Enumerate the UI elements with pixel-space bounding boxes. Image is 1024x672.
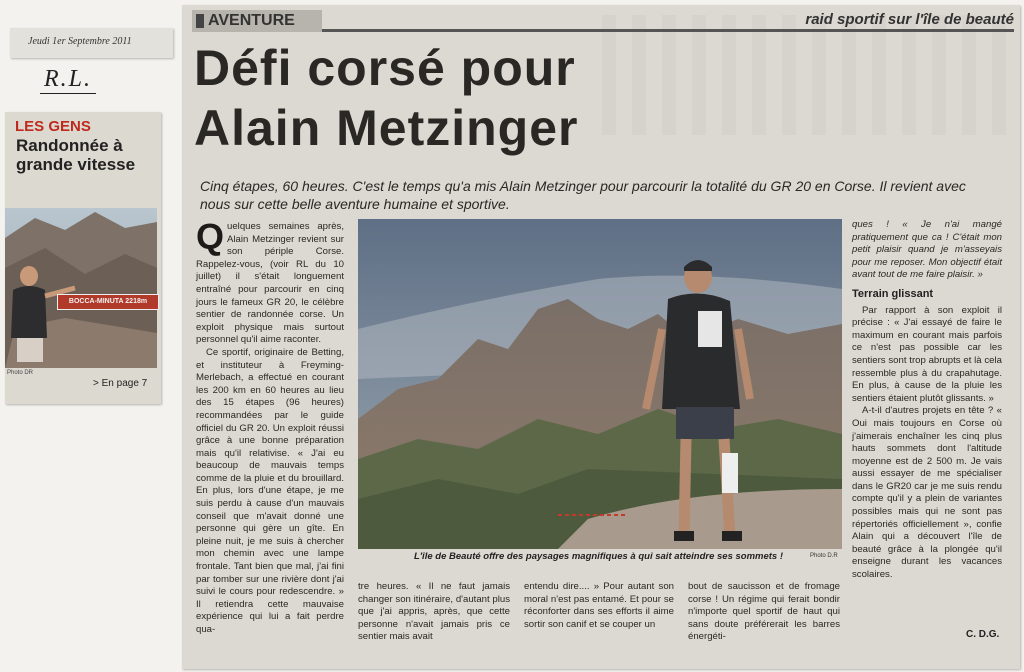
headline-line2: Alain Metzinger — [194, 100, 579, 156]
teaser-clipping — [5, 112, 161, 404]
col1-intro: uelques semaines après, Alain Metzinger revient sur son périple Corse. Rappelez-vous, (voir RL du 10 juillet) il s'était longuement entraîné pour parcourir en cinq jours le fameux GR 20, le célèbre sentier de randonnée corse. Un exploit physique mais surtout personnel qu'il aime raconter. — [196, 221, 344, 346]
teaser-section: LES GENS — [15, 118, 91, 135]
teaser-page-ref: > En page 7 — [93, 378, 148, 389]
byline: C. D.G. — [966, 629, 1000, 640]
show-through — [602, 15, 1022, 135]
trail-sign — [57, 294, 159, 310]
date-clipping — [10, 28, 173, 58]
teaser-photo — [5, 208, 157, 368]
photo-caption: L'île de Beauté offre des paysages magnifiques à qui sait atteindre ses sommets ! — [414, 551, 784, 562]
kicker: raid sportif sur l'île de beauté — [805, 11, 1014, 28]
column-2: tre heures. « Il ne faut jamais changer son itinéraire, d'autant plus que j'ai appris, après, que cette personne n'avait jamais pris ce sentier mais avait — [358, 581, 510, 643]
article-photo — [358, 219, 842, 549]
article-clipping — [182, 5, 1020, 669]
column-3: entendu dire.... » Pour autant son moral n'est pas entamé. Et pour se réconforter dans ses efforts il aime sortir son canif et se couper un — [524, 581, 674, 630]
trail-sign-text: BOCCA-MINUTA 2218m — [68, 298, 148, 305]
col5-paragraph-1: ques ! « Je n'ai mangé pratiquement que ca ! C'était mon petit plaisir quand je m'asseyais pour me reposer. Mon objectif était avant tout de me faire plaisir. » — [852, 219, 1002, 281]
lede: Cinq étapes, 60 heures. C'est le temps qu'a mis Alain Metzinger pour parcourir la totalité du GR 20 en Corse. Il revient avec nous sur cette belle aventure humaine et sportive. — [200, 178, 966, 212]
teaser-photo-credit: Photo DR — [7, 370, 34, 376]
teaser-title: Randonnée à grande vitesse — [16, 136, 136, 174]
date-text: Jeudi 1er Septembre 2011 — [28, 36, 132, 47]
column-1 — [196, 216, 344, 635]
col5-paragraph-3: A-t-il d'autres projets en tête ? « Oui mais toujours en Corse où j'aimerais enchaîner les cinq plus hauts sommets dont l'altitude moyenne est de 2 500 m. Je vais aussi essayer de me spécialiser dans le GR20 car je me suis rendu compte qu'il y a plein de variantes possibles mais qui ne sont pas répertoriés officiellement », confie Alain qui a découvert l'île de beauté grâce à la plongée qu'il enseigne durant les vacances scolaires. — [852, 405, 1002, 581]
column-5 — [852, 219, 1002, 619]
section-box — [192, 10, 322, 32]
col5-paragraph-2: Par rapport à son exploit il précise : « J'ai essayé de faire le maximum en courant mais parfois ce n'est pas possible car les sentiers sont trop abrupts et là cela ressemble plus à du crapahutage. En plus, à cause de la pluie les sentiers étaient plutôt glissants. » — [852, 304, 1002, 404]
col1-paragraph-2: Ce sportif, originaire de Betting, et instituteur à Freyming-Merlebach, a effectué en courant les 200 km en 60 heures au lieu des 15 étapes (96 heures) recommandées par le guide officiel du GR 20. Un exploit réussi grâce à une bonne préparation mais qu'il relativise. « J'ai eu beaucoup de mauvais temps comme de la pluie et du brouillard. En plus, lors d'une étape, je me suis perdu à cause d'un mauvais conseil que m'avait donné une personne qui gère un gîte. En pleine nuit, je me suis à chercher mon chemin avec une lampe frontale. Tant bien que mal, j'ai fini par tomber sur une rivière dont j'ai suivi le cours pour redescendre. » Il retiendra cette mauvaise expérience qui lui a fait perdre qua- — [196, 346, 344, 635]
photo-credit: Photo D.R — [810, 553, 838, 559]
dropcap: Q — [196, 216, 225, 257]
column-4: bout de saucisson et de fromage corse ! Un régime qui ferait bondir n'importe quel sportif de haut qui sans doute préférerait les barres énergéti- — [688, 581, 840, 643]
handwritten-note: R.L. — [40, 66, 96, 94]
subhead: Terrain glissant — [852, 287, 934, 300]
headline-line1: Défi corsé pour — [194, 40, 576, 96]
section-label: AVENTURE — [208, 12, 295, 29]
